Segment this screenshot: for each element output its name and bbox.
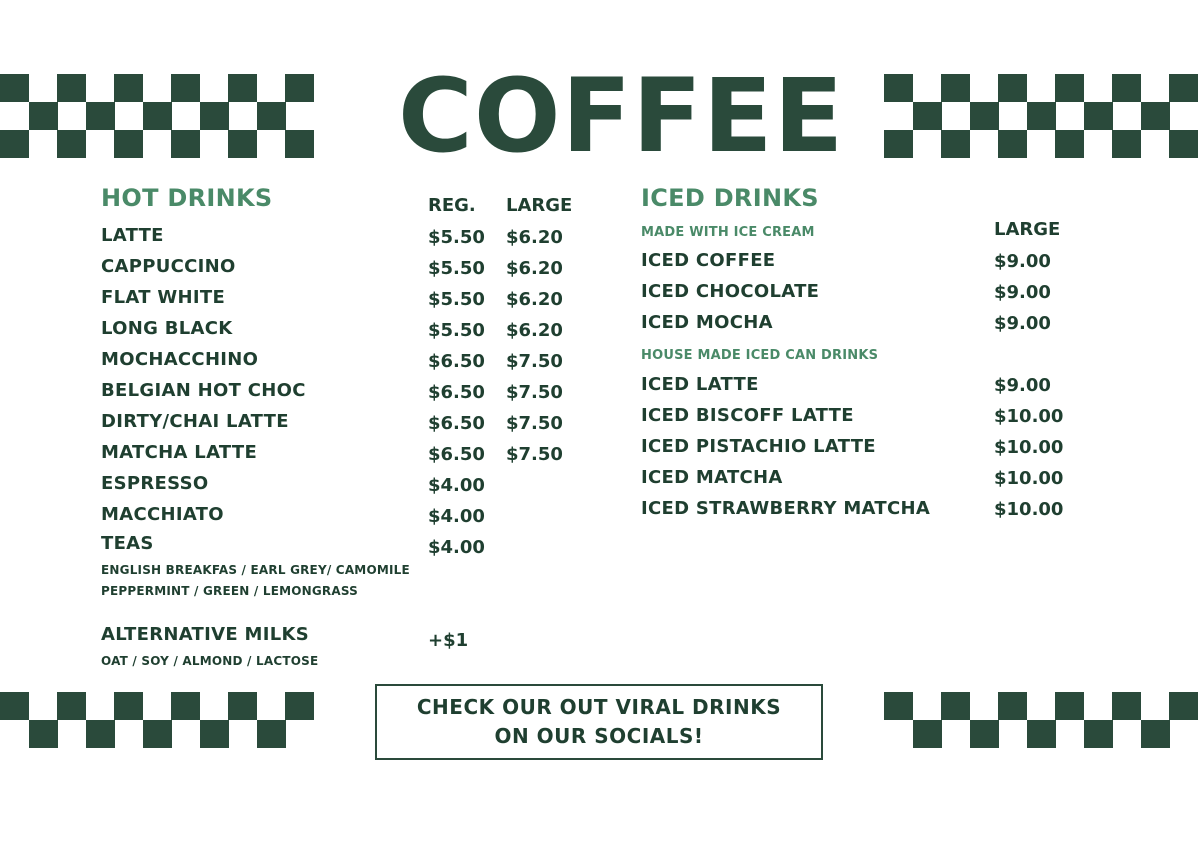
menu-item-price-reg: $4.00	[428, 506, 485, 527]
menu-item-price-reg: $6.50	[428, 444, 485, 465]
checker-pattern-top-right	[884, 74, 1200, 160]
checker-pattern-top-left	[0, 74, 316, 160]
checker-square	[0, 130, 29, 158]
checker-pattern-bottom-left	[0, 692, 316, 750]
checker-square	[0, 692, 29, 720]
menu-item-price-large: $7.50	[506, 382, 563, 403]
menu-item-name: ICED CHOCOLATE	[641, 281, 820, 302]
menu-item-price-reg: $5.50	[428, 258, 485, 279]
checker-square	[1141, 102, 1170, 130]
checker-square	[114, 74, 143, 102]
checker-square	[285, 74, 314, 102]
checker-square	[0, 74, 29, 102]
menu-item-price: $9.00	[994, 375, 1051, 396]
checker-square	[57, 692, 86, 720]
menu-item-name: ICED MATCHA	[641, 467, 783, 488]
promo-line-1: CHECK OUR OUT VIRAL DRINKS	[416, 695, 782, 719]
iced-large-column-header: LARGE	[994, 219, 1061, 240]
menu-item-name: MACCHIATO	[101, 504, 224, 525]
menu-item-price-reg: $5.50	[428, 320, 485, 341]
checker-square	[1084, 102, 1113, 130]
checker-square	[1169, 130, 1198, 158]
menu-item-price-large: $7.50	[506, 351, 563, 372]
checker-square	[257, 720, 286, 748]
checker-square	[200, 102, 229, 130]
menu-item-price-reg: $6.50	[428, 351, 485, 372]
menu-item-price-large: $6.20	[506, 258, 563, 279]
alternative-milks-note: OAT / SOY / ALMOND / LACTOSE	[101, 654, 319, 668]
checker-square	[998, 692, 1027, 720]
checker-square	[86, 102, 115, 130]
checker-square	[970, 720, 999, 748]
menu-item-price-reg: $5.50	[428, 289, 485, 310]
menu-item-price-reg: $5.50	[428, 227, 485, 248]
checker-square	[228, 692, 257, 720]
checker-square	[913, 102, 942, 130]
menu-item-price-large: $6.20	[506, 320, 563, 341]
menu-item-price: $10.00	[994, 499, 1064, 520]
checker-square	[1055, 130, 1084, 158]
checker-square	[1084, 720, 1113, 748]
checker-square	[57, 74, 86, 102]
page-title: COFFEE	[398, 57, 845, 176]
teas-note-line-2: PEPPERMINT / GREEN / LEMONGRASS	[101, 584, 359, 598]
ice-cream-subheading: MADE WITH ICE CREAM	[641, 225, 815, 240]
checker-square	[114, 692, 143, 720]
checker-square	[941, 74, 970, 102]
hot-large-column-header: LARGE	[506, 195, 573, 216]
checker-square	[1112, 692, 1141, 720]
iced-can-subheading: HOUSE MADE ICED CAN DRINKS	[641, 348, 879, 363]
alternative-milks-label: ALTERNATIVE MILKS	[101, 624, 310, 645]
menu-item-price: $9.00	[994, 251, 1051, 272]
checker-square	[228, 74, 257, 102]
menu-item-name: LATTE	[101, 225, 164, 246]
checker-square	[998, 74, 1027, 102]
menu-item-name: FLAT WHITE	[101, 287, 226, 308]
checker-pattern-bottom-right	[884, 692, 1200, 750]
checker-square	[1027, 720, 1056, 748]
menu-item-price-reg: $4.00	[428, 475, 485, 496]
menu-item-name: BELGIAN HOT CHOC	[101, 380, 306, 401]
checker-square	[998, 130, 1027, 158]
hot-drinks-heading: HOT DRINKS	[101, 184, 273, 212]
menu-item-name: MOCHACCHINO	[101, 349, 259, 370]
menu-item-price-reg: $6.50	[428, 382, 485, 403]
checker-square	[970, 102, 999, 130]
checker-square	[884, 130, 913, 158]
menu-item-name: CAPPUCCINO	[101, 256, 236, 277]
checker-square	[171, 692, 200, 720]
menu-item-price-large: $7.50	[506, 413, 563, 434]
menu-item-price: $9.00	[994, 313, 1051, 334]
checker-square	[143, 102, 172, 130]
menu-item-name: MATCHA LATTE	[101, 442, 258, 463]
menu-item-name: ICED STRAWBERRY MATCHA	[641, 498, 931, 519]
menu-item-price-reg: $4.00	[428, 537, 485, 558]
checker-square	[884, 692, 913, 720]
menu-item-name: ICED COFFEE	[641, 250, 776, 271]
menu-item-price: $10.00	[994, 468, 1064, 489]
checker-square	[143, 720, 172, 748]
menu-item-name: ICED MOCHA	[641, 312, 773, 333]
checker-square	[941, 130, 970, 158]
menu-item-price-large: $6.20	[506, 227, 563, 248]
checker-square	[1169, 692, 1198, 720]
alternative-milks-price: +$1	[428, 630, 469, 651]
hot-reg-column-header: REG.	[428, 195, 476, 216]
checker-square	[913, 720, 942, 748]
checker-square	[1141, 720, 1170, 748]
checker-square	[1112, 74, 1141, 102]
checker-square	[941, 692, 970, 720]
checker-square	[884, 74, 913, 102]
checker-square	[1169, 74, 1198, 102]
checker-square	[114, 130, 143, 158]
checker-square	[86, 720, 115, 748]
menu-item-name: ICED LATTE	[641, 374, 759, 395]
menu-item-price-large: $7.50	[506, 444, 563, 465]
checker-square	[257, 102, 286, 130]
checker-square	[285, 692, 314, 720]
menu-item-name: LONG BLACK	[101, 318, 233, 339]
promo-line-2: ON OUR SOCIALS!	[494, 724, 704, 748]
checker-square	[57, 130, 86, 158]
checker-square	[171, 74, 200, 102]
menu-item-price: $10.00	[994, 406, 1064, 427]
menu-item-name: TEAS	[101, 533, 154, 554]
checker-square	[171, 130, 200, 158]
menu-item-price: $9.00	[994, 282, 1051, 303]
menu-item-name: ICED PISTACHIO LATTE	[641, 436, 876, 457]
checker-square	[228, 130, 257, 158]
menu-item-name: ESPRESSO	[101, 473, 209, 494]
teas-note-line-1: ENGLISH BREAKFAS / EARL GREY/ CAMOMILE	[101, 563, 410, 577]
checker-square	[1112, 130, 1141, 158]
menu-item-name: DIRTY/CHAI LATTE	[101, 411, 289, 432]
menu-item-price: $10.00	[994, 437, 1064, 458]
iced-drinks-heading: ICED DRINKS	[641, 184, 819, 212]
menu-item-price-reg: $6.50	[428, 413, 485, 434]
menu-item-price-large: $6.20	[506, 289, 563, 310]
checker-square	[1055, 74, 1084, 102]
checker-square	[29, 720, 58, 748]
checker-square	[285, 130, 314, 158]
checker-square	[29, 102, 58, 130]
menu-item-name: ICED BISCOFF LATTE	[641, 405, 854, 426]
checker-square	[200, 720, 229, 748]
checker-square	[1027, 102, 1056, 130]
checker-square	[1055, 692, 1084, 720]
socials-promo-box	[375, 684, 823, 760]
